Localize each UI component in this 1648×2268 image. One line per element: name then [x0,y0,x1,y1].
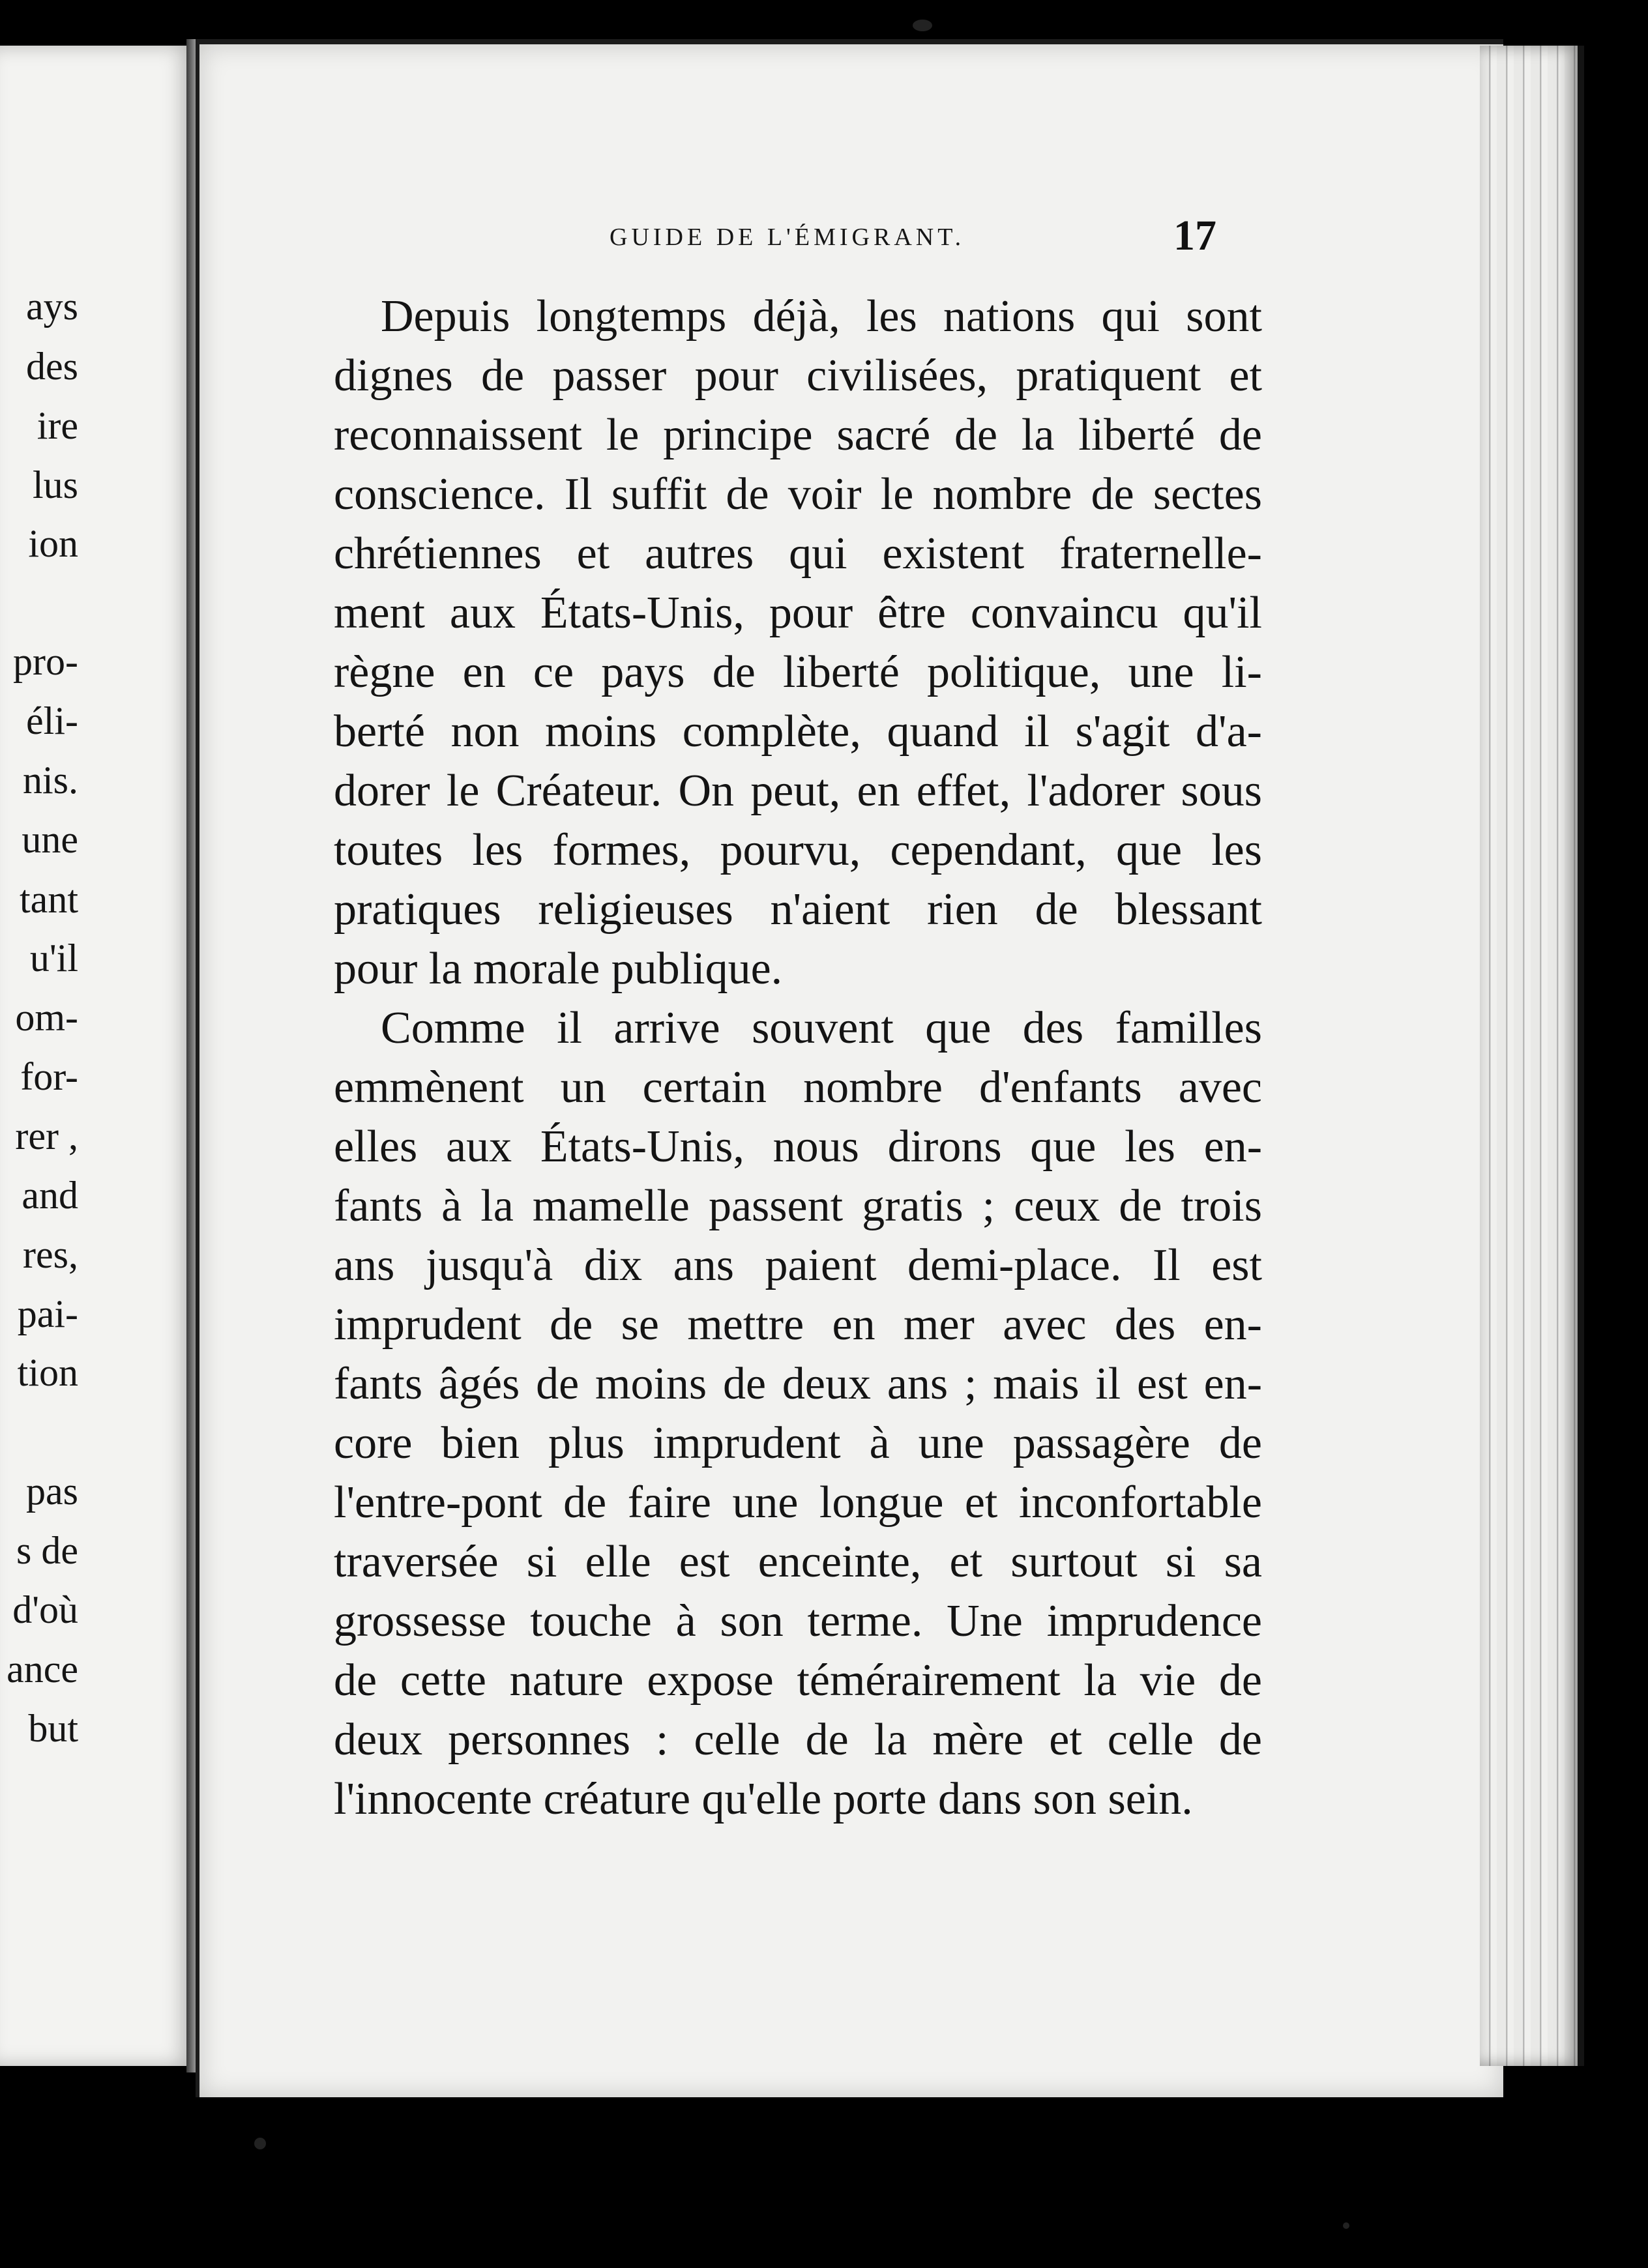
left-page-line: but [28,1707,78,1750]
left-page-line: u'il [29,937,78,980]
text-line: deux personnes : celle de la mère et celle de [334,1715,1262,1765]
text-line: chrétiennes et autres qui existent fraternelle- [334,529,1262,579]
previous-page-fragment [0,46,198,2066]
text-line: pratiques religieuses n'aient rien de blessant [334,884,1262,935]
left-page-line: pro- [13,640,78,683]
text-line: berté non moins complète, quand il s'agit d'a- [334,706,1262,757]
page-edges [1480,46,1584,2066]
left-page-line: d'où [12,1588,78,1631]
left-page-line: pai- [17,1292,78,1335]
text-line: core bien plus imprudent à une passagère de [334,1418,1262,1468]
left-page-line: une [22,818,78,861]
text-line: de cette nature expose témérairement la vie de [334,1655,1262,1706]
text-line: règne en ce pays de liberté politique, une li- [334,647,1262,697]
left-page-line: ance [7,1648,78,1691]
text-line: fants âgés de moins de deux ans ; mais il est en- [334,1359,1262,1409]
page-number: 17 [1173,212,1216,259]
left-page-line: nis. [22,759,78,802]
text-line: conscience. Il suffit de voir le nombre de sectes [334,469,1262,519]
text-line: Comme il arrive souvent que des familles [381,1003,1262,1053]
text-line: l'innocente créature qu'elle porte dans son sein. [334,1774,1193,1824]
running-head: GUIDE DE L'ÉMIGRANT. [610,224,965,251]
left-page-line: des [26,345,78,388]
text-line: toutes les formes, pourvu, cependant, que les [334,825,1262,875]
text-line: pour la morale publique. [334,944,783,994]
text-line: dorer le Créateur. On peut, en effet, l'adorer sous [334,766,1262,816]
left-page-line: ire [37,404,78,447]
text-line: emmènent un certain nombre d'enfants avec [334,1062,1262,1112]
left-page-line: lus [32,463,78,506]
text-line: traversée si elle est enceinte, et surtout si sa [334,1537,1262,1587]
left-page-line: tant [20,878,78,921]
text-line: grossesse touche à son terme. Une imprudence [334,1596,1262,1646]
text-line: l'entre-pont de faire une longue et inconfortable [334,1477,1262,1528]
text-line: elles aux États-Unis, nous dirons que les en- [334,1122,1262,1172]
dust-speck [913,20,932,31]
text-line: ment aux États-Unis, pour être convaincu qu'il [334,588,1262,638]
left-page-line: om- [15,996,78,1039]
left-page-line: and [22,1174,78,1217]
body-text [334,287,1262,1829]
left-page-line: for- [20,1055,78,1098]
left-page-line: ion [28,522,78,565]
text-line: reconnaissent le principe sacré de la liberté de [334,410,1262,460]
left-page-line: rer , [15,1114,78,1157]
left-page-line: tion [17,1351,78,1394]
left-page-line: ays [26,285,78,328]
dust-speck [254,2138,266,2149]
text-line: dignes de passer pour civilisées, pratiquent et [334,351,1262,401]
left-page-line: éli- [26,699,78,742]
dust-speck [1343,2222,1349,2229]
text-line: ans jusqu'à dix ans paient demi-place. Il est [334,1240,1262,1290]
left-page-line: pas [26,1470,78,1513]
text-line: Depuis longtemps déjà, les nations qui sont [381,291,1262,342]
text-line: imprudent de se mettre en mer avec des en- [334,1300,1262,1350]
text-line: fants à la mamelle passent gratis ; ceux de trois [334,1181,1262,1231]
left-page-line: s de [16,1529,78,1572]
left-page-line: res, [23,1233,78,1276]
